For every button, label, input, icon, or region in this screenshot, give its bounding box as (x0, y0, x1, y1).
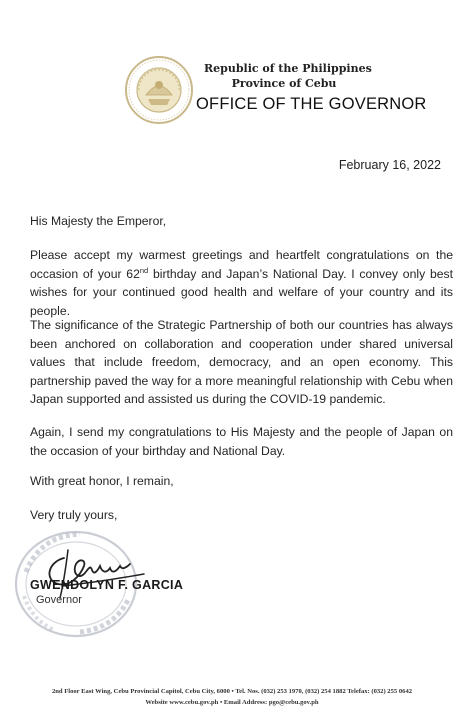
letterhead-province: Province of Cebu (231, 77, 337, 90)
salutation: His Majesty the Emperor, (30, 214, 167, 228)
paragraph-greetings (30, 246, 453, 320)
ordinal-suffix: nd (139, 265, 149, 275)
handwritten-signature (40, 540, 150, 602)
paragraph-greetings-end: birthday and Japan’s National Day. I convey only best wishes for your continued good health and welfare of your country and its people. (30, 266, 453, 318)
signer-name: GWENDOLYN F. GARCIA (30, 578, 184, 592)
cebu-provincial-seal (124, 55, 194, 125)
letterhead-office-title: OFFICE OF THE GOVERNOR (196, 95, 427, 113)
signer-title: Governor (36, 594, 82, 606)
paragraph-greetings-start: Please accept my warmest greetings and heartfelt congratulations on the occasion of your 62 (30, 248, 453, 281)
paragraph-congratulations: Again, I send my congratulations to His Majesty and the people of Japan on the occasion of your birthday and National Day. (30, 425, 453, 458)
footer-contact: Website www.cebu.gov.ph • Email Address: pgo@cebu.gov.ph (145, 699, 319, 706)
letter-date: February 16, 2022 (338, 158, 441, 172)
paragraph-partnership: The significance of the Strategic Partnership of both our countries has always been anchored on collaboration and cooperation under shared universal values that include freedom, democracy, and an open economy. This partnership paved the way for a more meaningful relationship with Cebu when Japan supported and assisted us during the COVID-19 pandemic. (30, 318, 453, 406)
paragraph-honor: With great honor, I remain, (30, 474, 174, 488)
footer-address: 2nd Floor East Wing, Cebu Provincial Capitol, Cebu City, 6000 • Tel. Nos. (032) 253 1970, (032) 254 1882 Telefax: (032) 255 0642 (51, 688, 413, 695)
letterhead-republic: Republic of the Philippines (204, 62, 372, 75)
complimentary-close: Very truly yours, (30, 508, 118, 522)
